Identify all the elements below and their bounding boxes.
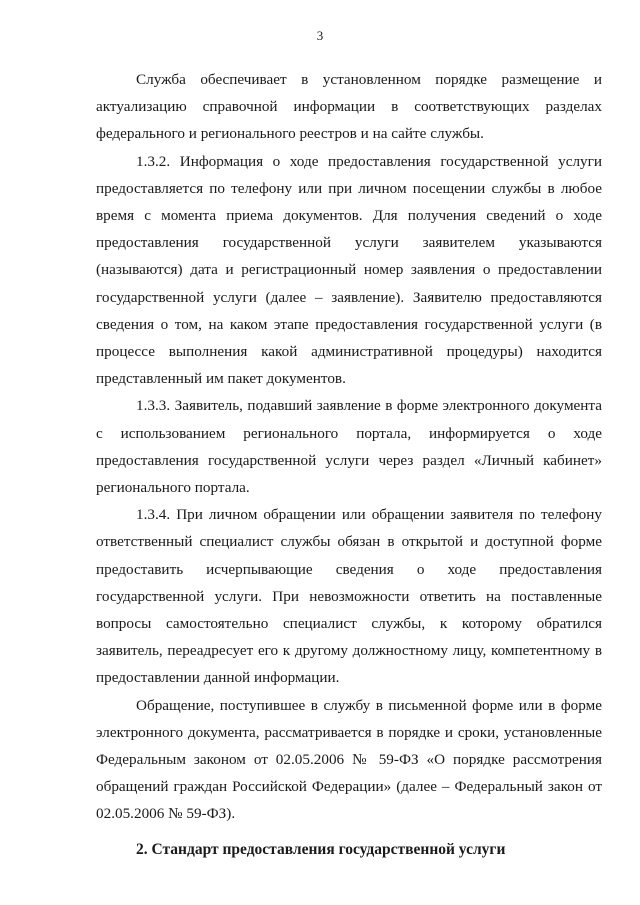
paragraph-appeal: Обращение, поступившее в службу в письменной форме или в форме электронного документа, рассматривается в порядке и сроки, установленные Федеральным законом от 02.05.2006 № 59-ФЗ «О порядке рассмотрения обращений граждан Российской Федерации» (далее – Федеральный закон от 02.05.2006 № 59-ФЗ). — [96, 696, 602, 823]
paragraph-1-3-4: 1.3.4. При личном обращении или обращении заявителя по телефону ответственный специалист службы обязан в открытой и доступной форме предоставить исчерпывающие сведения о ходе предоставления государственной услуги. При невозможности ответить на поставленные вопросы самостоятельно специалист службы, к которому обратился заявитель, переадресует его к другому должностному лицу, компетентному в предоставлении данной информации. — [96, 506, 602, 687]
paragraph-service-info: Служба обеспечивает в установленном порядке размещение и актуализацию справочной информации в соответствующих разделах федерального и регионального реестров и на сайте службы. — [96, 71, 602, 143]
section-heading: 2. Стандарт предоставления государственной услуги — [136, 840, 506, 858]
page-number: 3 — [316, 28, 324, 43]
paragraph-1-3-3: 1.3.3. Заявитель, подавший заявление в форме электронного документа с использованием регионального портала, информируется о ходе предоставления государственной услуги через раздел «Личный кабинет» регионального портала. — [96, 397, 602, 497]
document-body — [96, 66, 602, 863]
paragraph-1-3-2: 1.3.2. Информация о ходе предоставления государственной услуги предоставляется по телефону или при личном посещении службы в любое время с момента приема документов. Для получения сведений о ходе предоставления государственной услуги заявителем указываются (называются) дата и регистрационный номер заявления о предоставлении государственной услуги (далее – заявление). Заявителю предоставляются сведения о том, на каком этапе предоставления государственной услуги (в процессе выполнения какой административной процедуры) находится представленный им пакет документов. — [96, 152, 602, 388]
